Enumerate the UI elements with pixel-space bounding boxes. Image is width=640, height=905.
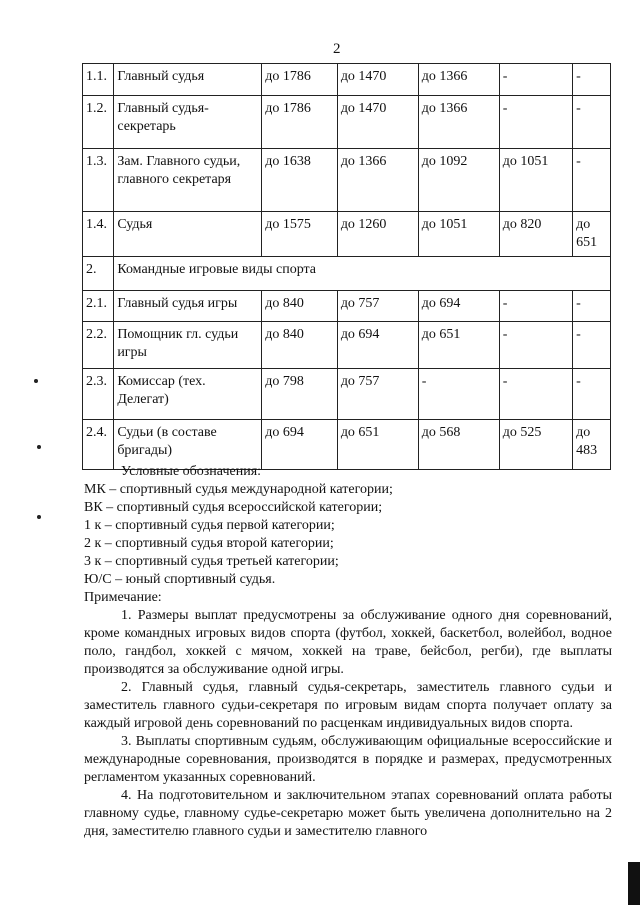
role-cell: Главный судья xyxy=(114,64,262,96)
rate-cell: - xyxy=(499,64,572,96)
rate-cell: до 651 xyxy=(573,212,611,257)
table-row xyxy=(83,64,611,96)
row-number: 2.3. xyxy=(83,369,114,420)
body-text xyxy=(84,463,612,841)
rate-cell: - xyxy=(573,96,611,149)
rate-cell: до 1366 xyxy=(337,149,418,212)
row-number: 2.2. xyxy=(83,322,114,369)
rate-cell: до 757 xyxy=(337,291,418,322)
rate-cell: до 1051 xyxy=(499,149,572,212)
rate-cell: до 1366 xyxy=(418,64,499,96)
row-number: 2. xyxy=(83,257,114,291)
scan-speck xyxy=(34,379,38,383)
table-row xyxy=(83,322,611,369)
rate-cell: до 1260 xyxy=(337,212,418,257)
row-number: 1.3. xyxy=(83,149,114,212)
scan-edge-shadow xyxy=(628,862,640,905)
row-number: 1.2. xyxy=(83,96,114,149)
table-row xyxy=(83,291,611,322)
rate-cell: - xyxy=(573,369,611,420)
rate-cell: - xyxy=(499,322,572,369)
role-cell: Комиссар (тех. Делегат) xyxy=(114,369,262,420)
table-row xyxy=(83,212,611,257)
rate-cell: до 694 xyxy=(262,420,338,470)
legend-item: 2 к – спортивный судья второй категории; xyxy=(84,536,334,551)
rate-cell: - xyxy=(573,149,611,212)
rate-cell: до 694 xyxy=(418,291,499,322)
row-number: 2.1. xyxy=(83,291,114,322)
rate-cell: до 1786 xyxy=(262,64,338,96)
table-row xyxy=(83,369,611,420)
row-number: 1.1. xyxy=(83,64,114,96)
section-title: Командные игровые виды спорта xyxy=(114,257,611,291)
note-paragraph: 2. Главный судья, главный судья-секретарь, заместитель главного судьи и заместитель главного судьи-секретаря по игровым видам спорта получает оплату за каждый игровой день соревнований по расценкам индивидуальных видов спорта. xyxy=(84,680,612,731)
scan-speck xyxy=(37,445,41,449)
rate-cell: до 1092 xyxy=(418,149,499,212)
rate-cell: до 840 xyxy=(262,291,338,322)
table-row xyxy=(83,149,611,212)
page-number: 2 xyxy=(333,41,341,57)
note-paragraph: 3. Выплаты спортивным судьям, обслуживающим официальные всероссийские и международные соревнования, производятся в порядке и размерах, предусмотренных регламентом указанных соревнований. xyxy=(84,734,612,785)
section-row xyxy=(83,257,611,291)
rate-cell: до 1051 xyxy=(418,212,499,257)
legend-item: ВК – спортивный судья всероссийской категории; xyxy=(84,500,383,515)
rate-cell: до 483 xyxy=(573,420,611,470)
rate-cell: до 757 xyxy=(337,369,418,420)
legend-item: 1 к – спортивный судья первой категории; xyxy=(84,518,335,533)
rate-cell: до 1638 xyxy=(262,149,338,212)
rate-cell: до 1470 xyxy=(337,96,418,149)
role-cell: Главный судья-секретарь xyxy=(114,96,262,149)
rate-cell: до 568 xyxy=(418,420,499,470)
rate-cell: - xyxy=(499,369,572,420)
role-cell: Помощник гл. судьи игры xyxy=(114,322,262,369)
rate-cell: до 525 xyxy=(499,420,572,470)
table-row xyxy=(83,96,611,149)
role-cell: Судьи (в составе бригады) xyxy=(114,420,262,470)
role-cell: Судья xyxy=(114,212,262,257)
row-number: 2.4. xyxy=(83,420,114,470)
row-number: 1.4. xyxy=(83,212,114,257)
rate-cell: до 1366 xyxy=(418,96,499,149)
rate-cell: до 820 xyxy=(499,212,572,257)
rate-cell: - xyxy=(573,322,611,369)
note-paragraph: 4. На подготовительном и заключительном этапах соревнований оплата работы главному судье, главному судье-секретарю может быть увеличена дополнительно на 2 дня, заместителю главного судьи и заместителю главного xyxy=(84,788,612,839)
rate-cell: - xyxy=(418,369,499,420)
payment-rates-table xyxy=(82,63,611,470)
rate-cell: до 798 xyxy=(262,369,338,420)
rate-cell: до 840 xyxy=(262,322,338,369)
rate-cell: до 1470 xyxy=(337,64,418,96)
role-cell: Зам. Главного судьи, главного секретаря xyxy=(114,149,262,212)
rate-cell: - xyxy=(499,291,572,322)
rate-cell: до 651 xyxy=(337,420,418,470)
notes-heading: Примечание: xyxy=(84,590,162,605)
legend-item: Ю/С – юный спортивный судья. xyxy=(84,572,276,587)
note-paragraph: 1. Размеры выплат предусмотрены за обслуживание одного дня соревнований, кроме командных игровых видов спорта (футбол, хоккей, баскетбол, волейбол, водное поло, гандбол, хоккей с мячом, хоккей на траве, бейсбол, регби), где выплаты производятся за обслуживание одной игры. xyxy=(84,608,612,677)
rate-cell: до 651 xyxy=(418,322,499,369)
legend-heading: Условные обозначения: xyxy=(121,464,262,479)
rate-cell: - xyxy=(573,291,611,322)
role-cell: Главный судья игры xyxy=(114,291,262,322)
legend-item: 3 к – спортивный судья третьей категории; xyxy=(84,554,339,569)
rate-cell: до 1786 xyxy=(262,96,338,149)
rate-cell: - xyxy=(573,64,611,96)
rate-cell: до 1575 xyxy=(262,212,338,257)
rate-cell: до 694 xyxy=(337,322,418,369)
legend-item: МК – спортивный судья международной категории; xyxy=(84,482,393,497)
table-row xyxy=(83,420,611,470)
rate-cell: - xyxy=(499,96,572,149)
scan-speck xyxy=(37,515,41,519)
